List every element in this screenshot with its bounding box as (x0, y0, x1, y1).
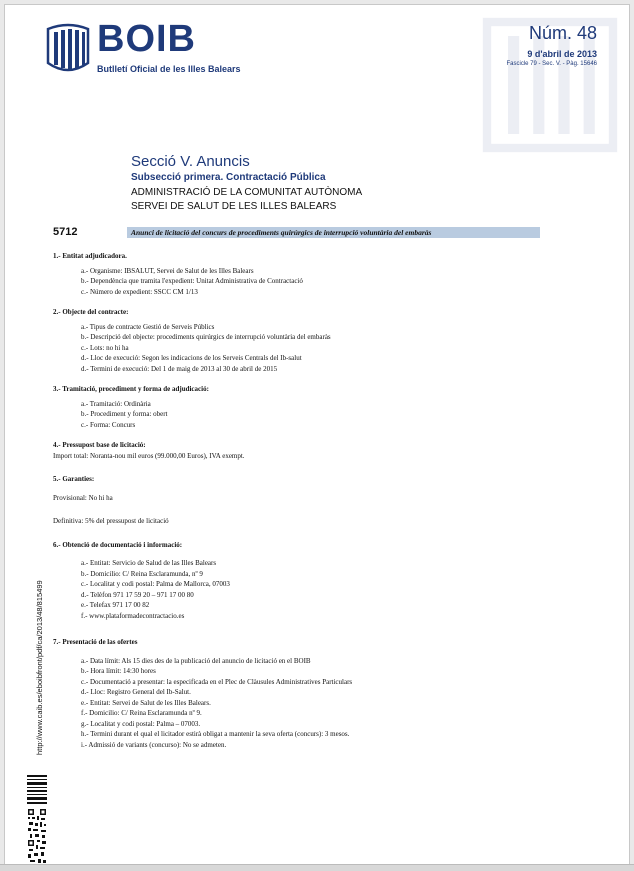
section-list (53, 399, 613, 431)
list-item: c.- Documentació a presentar: la especificada en el Plec de Clàusules Administratives Particulars (81, 677, 353, 686)
issue-number: Núm. 48 (528, 23, 597, 43)
list-item: g.- Localitat y codi postal: Palma – 07003. (81, 719, 201, 728)
section-heading: 5.- Garanties: (53, 475, 95, 483)
boib-emblem-icon (45, 23, 91, 75)
list-item: a.- Entitat: Servicio de Salud de las Illes Balears (81, 559, 217, 567)
issue-reference: Fascicle 79 - Sec. V. - Pàg. 15646 (506, 61, 597, 67)
list-item: f.- Domicilio: C/ Reina Esclaramunda nº 9. (81, 709, 202, 717)
section-heading: 4.- Pressupost base de licitació: (53, 441, 146, 449)
notice-body (53, 251, 613, 756)
section-heading: 2.- Objecte del contracte: (53, 308, 129, 316)
document-page (4, 4, 630, 870)
section-list (53, 266, 613, 298)
section-title: Secció V. Anuncis (131, 153, 250, 170)
guarantee-definitive: Definitiva: 5% del pressupost de licitació (53, 517, 169, 525)
section-heading: 3.- Tramitació, procediment y forma de adjudicació: (53, 385, 209, 393)
section-subtitle: Subsecció primera. Contractació Pública (131, 172, 326, 183)
organization-line-1: ADMINISTRACIÓ DE LA COMUNITAT AUTÒNOMA (131, 187, 363, 198)
section-list (53, 558, 613, 621)
logo-text: BOIB (97, 18, 196, 60)
organization-line-2: SERVEI DE SALUT DE LES ILLES BALEARS (131, 201, 337, 212)
issue-date: 9 d'abril de 2013 (527, 49, 597, 59)
list-item: d.- Lloc de execució: Segon les indicacions de los Serveis Centrals del Ib-salut (81, 354, 302, 362)
list-item: i.- Admissió de variants (concurso): No se admeten. (81, 740, 227, 749)
list-item: b.- Procediment y forma: obert (81, 410, 168, 418)
list-item: e.- Telefax 971 17 00 82 (81, 601, 150, 609)
list-item: b.- Descripció del objecte: procediments quirúrgics de interrupció voluntària del embaràs (81, 333, 331, 341)
list-item: d.- Termini de execució: Del 1 de maig de 2013 al 30 de abril de 2015 (81, 364, 278, 373)
section-heading: 1.- Entitat adjudicadora. (53, 252, 127, 260)
budget-text: Import total: Noranta-nou mil euros (99.000,00 Euros), IVA exempt. (53, 451, 245, 460)
list-item: a.- Tramitació: Ordinària (81, 399, 151, 408)
section-list (53, 322, 613, 375)
list-item: h.- Termini durant el qual el licitador estirà obligat a mantenir la seva oferta (concurs): 3 mesos. (81, 730, 350, 738)
list-item: c.- Forma: Concurs (81, 420, 136, 429)
list-item: b.- Hora límit: 14:30 hores (81, 667, 156, 675)
list-item: c.- Lots: no hi ha (81, 343, 129, 352)
list-item: c.- Número de expedient: SSCC CM 1/13 (81, 287, 198, 296)
notice-title: Anunci de licitació del concurs de procediments quirúrgics de interrupció voluntària del embaràs (127, 227, 540, 238)
list-item: e.- Entitat: Servei de Salut de les Illes Balears. (81, 698, 211, 707)
notice-number: 5712 (53, 226, 78, 238)
section-heading: 7.- Presentació de las ofertes (53, 638, 138, 646)
logo-subtitle: Butlletí Oficial de les Illes Balears (97, 64, 241, 74)
list-item: d.- Telèfon 971 17 59 20 – 971 17 00 80 (81, 590, 194, 599)
list-item: c.- Localitat y codi postal: Palma de Mallorca, 07003 (81, 580, 230, 588)
list-item: a.- Organisme: IBSALUT, Servei de Salut de les Illes Balears (81, 266, 254, 275)
list-item: a.- Tipus de contracte Gestió de Serveis Públics (81, 322, 215, 331)
side-url-link[interactable]: http://www.caib.es/eboibfront/pdf/ca/2013/48/815499 (35, 580, 44, 755)
list-item: b.- Domicilio: C/ Reina Esclaramunda, nº 9 (81, 569, 203, 578)
bottom-scroll-strip (0, 864, 634, 871)
section-heading: 6.- Obtenció de documentació i informació: (53, 540, 183, 549)
list-item: f.- www.plataformadecontractacio.es (81, 611, 185, 620)
section-list (53, 656, 613, 751)
list-item: a.- Data límit: Als 15 dies des de la publicació del anuncio de licitació en el BOIB (81, 656, 311, 665)
list-item: d.- Lloc: Registro General del Ib-Salut. (81, 688, 191, 696)
list-item: b.- Dependència que tramita l'expedient: Unitat Administrativa de Contractació (81, 277, 303, 285)
qr-code-icon (27, 808, 47, 870)
barcode-icon (27, 775, 47, 805)
guarantee-provisional: Provisional: No hi ha (53, 493, 113, 502)
